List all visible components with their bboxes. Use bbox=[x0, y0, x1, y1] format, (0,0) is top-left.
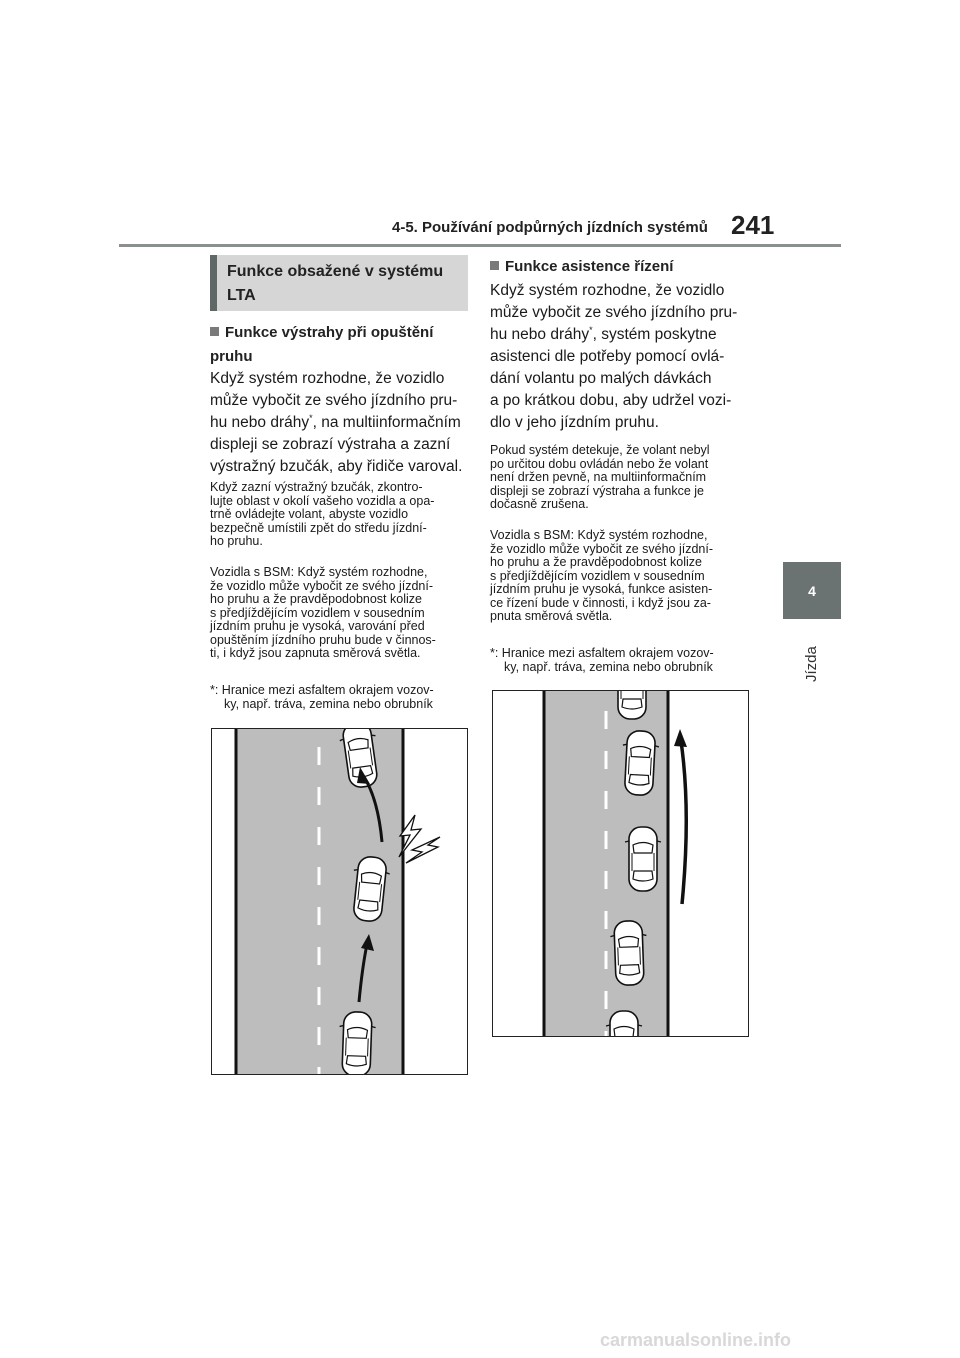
text-line: ho pruhu a že pravděpodobnost kolize bbox=[490, 555, 702, 569]
text-line: není držen pevně, na multiinformačním bbox=[490, 470, 707, 484]
text-line: může vybočit ze svého jízdního pru- bbox=[490, 304, 738, 321]
section-title: 4-5. Používání podpůrných jízdních systémů bbox=[392, 219, 708, 236]
square-bullet-icon bbox=[210, 327, 219, 336]
chapter-tab[interactable]: 4 bbox=[783, 562, 841, 619]
text-line: asistenci dle potřeby pomocí ovlá- bbox=[490, 348, 725, 365]
text-line: opuštěním jízdního pruhu bude v činnos- bbox=[210, 632, 436, 647]
text-line: dání volantu po malých dávkách bbox=[490, 370, 712, 387]
text-line: *: Hranice mezi asfaltem okrajem vozov- bbox=[490, 646, 714, 660]
text-line: jízdním pruhu je vysoká, funkce asisten- bbox=[490, 582, 713, 596]
text-line: dlo v jeho jízdním pruhu. bbox=[490, 414, 659, 431]
steering-assist-note-1 bbox=[490, 444, 756, 512]
footnote-marker: * bbox=[589, 324, 593, 335]
text-line: že vozidlo může vybočit ze svého jízdní- bbox=[490, 541, 714, 556]
subheading-lane-departure-text: Funkce výstrahy při opuštění pruhu bbox=[210, 324, 434, 365]
chapter-label bbox=[803, 632, 823, 682]
text-line: ti, i když jsou zapnuta směrová světla. bbox=[210, 646, 421, 660]
steering-assist-illustration bbox=[492, 690, 749, 1037]
text-line: Vozidla s BSM: Když systém rozhodne, bbox=[490, 528, 708, 542]
subheading-steering-assist-text: Funkce asistence řízení bbox=[505, 258, 674, 275]
section-heading: Funkce obsažené v systému LTA bbox=[227, 263, 444, 304]
footnote-marker: * bbox=[309, 412, 313, 423]
text-fragment: hu nebo dráhy bbox=[490, 326, 590, 343]
page-number: 241 bbox=[731, 210, 775, 240]
car-icon-4 bbox=[610, 920, 648, 985]
text-line: ho pruhu a že pravděpodobnost kolize bbox=[210, 592, 422, 606]
text-line: že vozidlo může vybočit ze svého jízdní- bbox=[210, 578, 434, 593]
text-line: trně ovládejte volant, abyste vozidlo bbox=[210, 507, 409, 521]
steering-assist-paragraph bbox=[490, 280, 756, 434]
text-line: výstražný bzučák, aby řidiče varoval. bbox=[210, 458, 463, 475]
text-line: Když systém rozhodne, že vozidlo bbox=[490, 282, 725, 299]
text-line: ho pruhu. bbox=[210, 534, 263, 548]
text-fragment: hu nebo dráhy bbox=[210, 414, 310, 431]
text-fragment: , systém poskytne bbox=[592, 326, 717, 343]
section-heading-box bbox=[210, 255, 468, 311]
text-fragment: , na multiinformačním bbox=[312, 414, 461, 431]
lane-departure-illustration bbox=[211, 728, 468, 1075]
arrow-path bbox=[681, 741, 686, 904]
square-bullet-icon bbox=[490, 261, 499, 270]
text-line: lujte oblast v okolí vašeho vozidla a opa- bbox=[210, 493, 435, 508]
text-line: a po krátkou dobu, aby udržel vozi- bbox=[490, 392, 732, 409]
lane-departure-note-2 bbox=[210, 566, 472, 661]
text-line: Když systém rozhodne, že vozidlo bbox=[210, 370, 445, 387]
subheading-lane-departure bbox=[210, 321, 468, 369]
lane-departure-note-1 bbox=[210, 481, 472, 549]
arrow-head-icon bbox=[674, 729, 687, 747]
header-divider bbox=[119, 244, 841, 247]
text-line: dočasně zrušena. bbox=[490, 497, 589, 511]
text-line: po určitou dobu ovládán nebo že volant bbox=[490, 456, 709, 471]
text-line: s předjíždějícím vozidlem v sousedním bbox=[210, 605, 425, 620]
left-footnote bbox=[210, 684, 472, 711]
text-line bbox=[210, 412, 472, 434]
text-line: displeji se zobrazí výstraha a zazní bbox=[210, 436, 451, 453]
lane-departure-svg bbox=[212, 729, 467, 1074]
lane-departure-paragraph bbox=[210, 368, 472, 478]
text-line bbox=[490, 324, 756, 346]
text-line: ky, např. tráva, zemina nebo obrubník bbox=[224, 696, 433, 711]
text-line: displeji se zobrazí výstraha a funkce je bbox=[490, 483, 704, 498]
footer-watermark: carmanualsonline.info bbox=[600, 1330, 792, 1350]
steering-assist-svg bbox=[493, 691, 748, 1036]
subheading-steering-assist bbox=[490, 255, 752, 279]
car-icon-3 bbox=[625, 827, 661, 891]
text-line: bezpečně umístili zpět do středu jízdní- bbox=[210, 520, 427, 535]
text-line: Vozidla s BSM: Když systém rozhodne, bbox=[210, 565, 428, 579]
car-bottom-icon bbox=[338, 1011, 376, 1074]
text-line: ce řízení bude v činnosti, i když jsou za- bbox=[490, 595, 711, 610]
text-line: pnuta směrová světla. bbox=[490, 609, 613, 623]
text-line: *: Hranice mezi asfaltem okrajem vozov- bbox=[210, 683, 434, 697]
text-line: Pokud systém detekuje, že volant nebyl bbox=[490, 443, 710, 457]
text-line: Když zazní výstražný bzučák, zkontro- bbox=[210, 480, 423, 494]
steering-assist-note-2 bbox=[490, 529, 756, 624]
text-line: může vybočit ze svého jízdního pru- bbox=[210, 392, 458, 409]
text-line: s předjíždějícím vozidlem v sousedním bbox=[490, 568, 705, 583]
chapter-label-text: Jízda bbox=[803, 646, 820, 682]
right-footnote bbox=[490, 647, 756, 674]
text-line: ky, např. tráva, zemina nebo obrubník bbox=[504, 659, 713, 674]
text-line: jízdním pruhu je vysoká, varování před bbox=[210, 619, 425, 633]
